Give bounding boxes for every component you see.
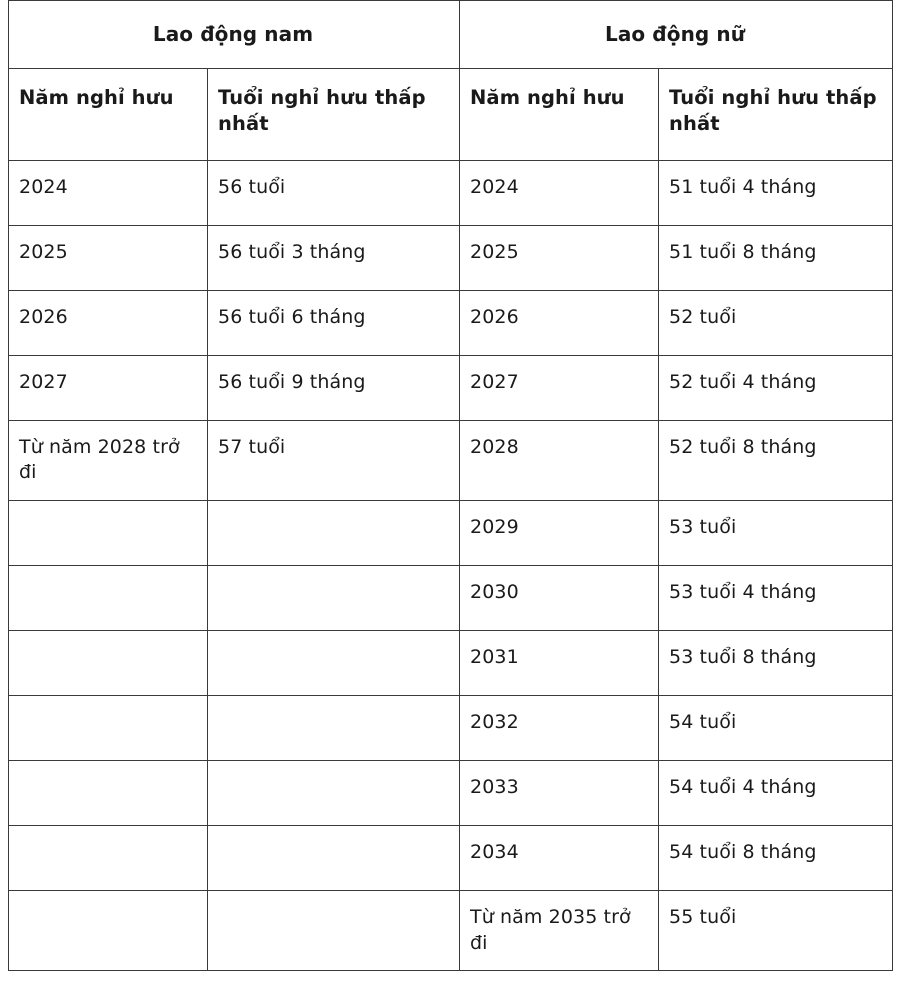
cell-female-year: 2028 [460,420,659,500]
cell-female-year: 2029 [460,500,659,565]
table-row [9,890,893,970]
group-header-male: Lao động nam [9,1,460,69]
table-row [9,225,893,290]
cell-female-age: 54 tuổi [659,695,893,760]
cell-male-year [9,760,208,825]
cell-male-year: 2025 [9,225,208,290]
column-header-female-year: Năm nghỉ hưu [460,69,659,161]
cell-female-age: 52 tuổi 4 tháng [659,355,893,420]
cell-female-age: 53 tuổi [659,500,893,565]
cell-female-year: 2033 [460,760,659,825]
table-body [9,160,893,971]
cell-male-age: 56 tuổi 9 tháng [208,355,460,420]
table-header [9,1,893,161]
cell-male-year [9,630,208,695]
column-header-male-year: Năm nghỉ hưu [9,69,208,161]
cell-female-year: Từ năm 2035 trở đi [460,890,659,970]
cell-male-age: 56 tuổi [208,160,460,225]
cell-male-year [9,825,208,890]
cell-female-age: 52 tuổi [659,290,893,355]
cell-female-age: 54 tuổi 8 tháng [659,825,893,890]
retirement-age-table [8,0,893,971]
column-header-female-age: Tuổi nghỉ hưu thấp nhất [659,69,893,161]
cell-female-age: 53 tuổi 8 tháng [659,630,893,695]
table-row [9,355,893,420]
cell-female-age: 54 tuổi 4 tháng [659,760,893,825]
cell-male-age: 56 tuổi 6 tháng [208,290,460,355]
cell-female-year: 2034 [460,825,659,890]
table-row [9,160,893,225]
cell-male-year: 2024 [9,160,208,225]
table-row [9,760,893,825]
cell-female-year: 2032 [460,695,659,760]
cell-male-age [208,760,460,825]
cell-male-year [9,565,208,630]
cell-female-year: 2024 [460,160,659,225]
table-row [9,565,893,630]
cell-male-year: 2026 [9,290,208,355]
cell-male-age [208,695,460,760]
cell-male-age [208,825,460,890]
cell-female-age: 51 tuổi 4 tháng [659,160,893,225]
cell-female-age: 52 tuổi 8 tháng [659,420,893,500]
cell-male-year: 2027 [9,355,208,420]
cell-male-age [208,500,460,565]
column-header-male-age: Tuổi nghỉ hưu thấp nhất [208,69,460,161]
table-group-header-row [9,1,893,69]
cell-male-age [208,630,460,695]
cell-female-year: 2025 [460,225,659,290]
cell-male-year [9,695,208,760]
table-row [9,695,893,760]
cell-male-year [9,890,208,970]
cell-female-year: 2027 [460,355,659,420]
cell-male-age [208,890,460,970]
table-row [9,500,893,565]
cell-female-age: 55 tuổi [659,890,893,970]
cell-female-year: 2030 [460,565,659,630]
cell-male-age [208,565,460,630]
group-header-female: Lao động nữ [460,1,893,69]
table-column-header-row [9,69,893,161]
table-row [9,290,893,355]
cell-female-age: 51 tuổi 8 tháng [659,225,893,290]
cell-female-year: 2026 [460,290,659,355]
cell-female-age: 53 tuổi 4 tháng [659,565,893,630]
table-row [9,420,893,500]
cell-male-year: Từ năm 2028 trở đi [9,420,208,500]
cell-male-age: 57 tuổi [208,420,460,500]
cell-male-age: 56 tuổi 3 tháng [208,225,460,290]
table-row [9,630,893,695]
cell-female-year: 2031 [460,630,659,695]
table-row [9,825,893,890]
cell-male-year [9,500,208,565]
